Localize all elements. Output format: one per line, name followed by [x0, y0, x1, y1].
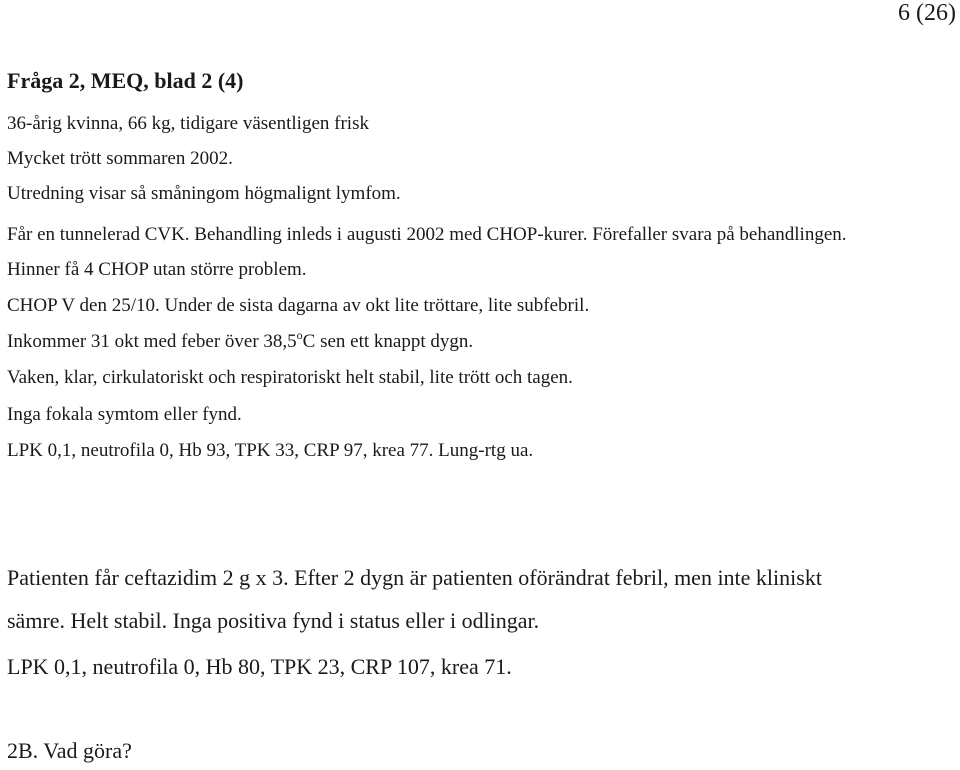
- case-line: Får en tunnelerad CVK. Behandling inleds i augusti 2002 med CHOP-kurer. Förefaller svara på behandlingen.: [7, 224, 847, 245]
- case-line: [7, 327, 474, 353]
- case-line: Mycket trött sommaren 2002.: [7, 148, 233, 169]
- case-line-text: Inkommer 31 okt med feber över 38,5: [7, 331, 297, 352]
- followup-line: LPK 0,1, neutrofila 0, Hb 80, TPK 23, CRP 107, krea 71.: [7, 654, 512, 679]
- followup-line: sämre. Helt stabil. Inga positiva fynd i status eller i odlingar.: [7, 608, 540, 633]
- page-number: 6 (26): [898, 0, 956, 26]
- degree-superscript: o: [296, 327, 303, 342]
- question-title: Fråga 2, MEQ, blad 2 (4): [7, 68, 244, 93]
- question-prompt: 2B. Vad göra?: [7, 738, 132, 763]
- case-line: Inga fokala symtom eller fynd.: [7, 404, 242, 425]
- followup-line: Patienten får ceftazidim 2 g x 3. Efter 2 dygn är patienten oförändrat febril, men inte kliniskt: [7, 565, 822, 590]
- case-line: Utredning visar så småningom högmalignt lymfom.: [7, 183, 401, 204]
- case-line: Hinner få 4 CHOP utan större problem.: [7, 259, 307, 280]
- case-line: CHOP V den 25/10. Under de sista dagarna av okt lite tröttare, lite subfebril.: [7, 295, 590, 316]
- case-line: LPK 0,1, neutrofila 0, Hb 93, TPK 33, CRP 97, krea 77. Lung-rtg ua.: [7, 440, 534, 461]
- case-line: Vaken, klar, cirkulatoriskt och respiratoriskt helt stabil, lite trött och tagen.: [7, 367, 573, 388]
- case-line-text: C sen ett knappt dygn.: [302, 331, 474, 352]
- case-line: 36-årig kvinna, 66 kg, tidigare väsentligen frisk: [7, 113, 369, 134]
